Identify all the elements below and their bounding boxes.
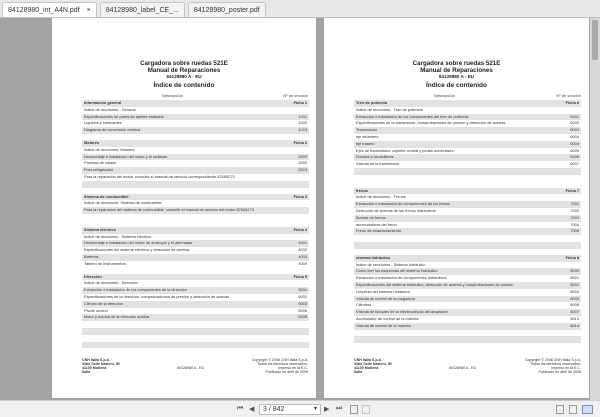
footer-address-line: Viale Delle Nazioni, 55 [82,362,120,366]
table-row[interactable] [354,154,581,161]
row-description: eje trasero [356,140,375,146]
table-row[interactable] [82,280,309,287]
table-row [354,235,581,242]
table-row[interactable] [354,201,581,208]
tab-label: 84128980_int_A4N.pdf [8,6,80,14]
footer-address [354,358,392,374]
table-row[interactable] [82,234,309,241]
doc-subtitle: Manual de Reparaciones [147,67,221,74]
tab-poster[interactable] [188,2,266,17]
tab-int-a4n[interactable] [2,2,97,17]
row-section-number: 5008 [298,314,307,320]
vertical-scrollbar[interactable] [590,18,600,400]
table-row [354,168,581,175]
column-header-section-number: Nº de sección [283,93,308,98]
footer-address-line: Italia [354,370,363,374]
table-row[interactable] [82,301,309,308]
row-section-number: 2000 [298,153,307,159]
footer-address-line: Viale Delle Nazioni, 55 [354,362,392,366]
footer-copyright [525,358,581,374]
row-description: Detección de averías de los frenos hidráulicos [356,207,436,213]
row-description: Ruedas y neumáticos [356,154,394,160]
copy-disabled-icon[interactable] [362,405,370,414]
row-description: Acumulador de control de la marcha [356,315,419,321]
section-ficha: Ficha 4 [293,226,307,232]
table-row[interactable] [354,296,581,303]
section-ficha: Ficha 1 [293,100,307,105]
row-description: Especificaciones del sistema hidráulico, detección de averías y comprobaciones de presión [356,281,514,287]
row-section-number: 8005 [570,295,579,301]
row-description: Freno de estacionamiento [356,228,401,234]
table-row[interactable] [82,200,309,207]
table-row[interactable] [354,114,581,121]
row-description: Extracción e instalación de los componentes de la dirección [84,287,187,293]
footer-address-line: 41100 Modena [354,366,379,370]
row-description: Pruebas de calado [84,160,117,166]
table-row[interactable] [354,141,581,148]
table-row[interactable] [354,289,581,296]
row-description: Pivote central [84,307,108,313]
row-description: Especificaciones de la dirección, comprobaciones de presión y detección de averías [84,293,230,299]
footer-code: 84128980 A - EU [449,366,477,370]
doc-code: 84128980 A - EU [438,74,475,79]
section-ficha: Ficha 6 [565,100,579,105]
section-title: Sistema eléctrico [84,226,117,232]
table-row [82,321,309,328]
section-header-row [82,227,309,234]
row-section-number: 7003 [570,214,579,220]
table-row[interactable] [354,120,581,127]
row-section-number: 8002 [570,281,579,287]
section-header-row [82,140,309,147]
table-row[interactable] [354,302,581,309]
row-description: Válvula de control de la cargadora [356,295,416,301]
row-description: Cilindros [356,302,372,308]
footer-address-line: Italia [82,370,91,374]
footer-copyright-line: Impreso en la E.C. [551,366,581,370]
section-header-row [82,194,309,201]
table-row[interactable] [354,107,581,114]
section-header-row [82,100,309,107]
row-section-number: 7001 [570,201,579,207]
table-row[interactable] [82,127,309,134]
section-header-row [354,255,581,262]
doc-title: Cargadora sobre ruedas 521E [412,60,501,67]
table-row[interactable] [82,207,309,214]
row-description: Limpieza del sistema hidráulico [356,288,411,294]
table-row[interactable] [82,154,309,161]
table-row[interactable] [354,228,581,235]
section-title: Información general [84,100,122,105]
page-number-input[interactable] [259,404,321,415]
table-row[interactable] [82,174,309,181]
table-row[interactable] [82,308,309,315]
table-row[interactable] [354,161,581,168]
row-description: Válvula de la transmisión [356,161,400,167]
footer-copyright [252,358,308,374]
footer-address-line: CNH Italia S.p.A. [354,358,383,362]
table-row[interactable] [82,147,309,154]
section-ficha: Ficha 7 [565,187,579,193]
row-section-number: 7002 [570,207,579,213]
row-description: Índice de secciones - Frenos [356,194,406,200]
row-section-number: 2002 [298,160,307,166]
row-description: Desmontaje e instalación del motor y el radiador [84,153,168,159]
table-row[interactable] [82,120,309,127]
table-row[interactable] [82,240,309,247]
row-section-number: 8007 [570,309,579,315]
table-row[interactable] [82,114,309,121]
row-description: Tablero de instrumentos [84,260,126,266]
row-description: Ejes de transmisión, cojinete central y juntas universales [356,147,454,153]
table-row[interactable] [82,167,309,174]
table-row [354,175,581,182]
table-row[interactable] [82,294,309,301]
row-description: Extracción e instalación de componentes de los frenos [356,201,451,207]
table-row[interactable] [354,316,581,323]
row-description: Desmontaje e instalación del motor de arranque y el alternador [84,240,193,246]
row-section-number: 8003 [570,288,579,294]
row-description: Índice de secciones: Sistema de combustible [84,200,162,206]
scrollbar-thumb[interactable] [592,20,598,60]
last-page-icon[interactable]: ⏭ [336,405,343,412]
section-ficha: Ficha 3 [293,193,307,199]
row-section-number: 8006 [570,302,579,308]
tab-bar [0,0,600,18]
table-row[interactable] [354,222,581,229]
pdf-page-right [324,18,589,398]
table-row[interactable] [354,134,581,141]
copy-icon[interactable] [350,405,358,414]
row-description: Válvula de bloqueo de la electroválvula del acoplador [356,309,448,315]
table-row [82,328,309,335]
row-section-number: 4009 [298,260,307,266]
row-description: Especificaciones de pares de apriete estándar [84,113,164,119]
section-title: Tren de potencia [356,100,387,105]
row-description: Extracción e instalación de componentes hidráulicos [356,275,447,281]
row-description: Índice de secciones - Dirección [84,280,138,286]
row-section-number: 4001 [298,240,307,246]
row-section-number: 8014 [570,322,579,328]
table-row[interactable] [354,268,581,275]
row-description: Post-refrigerador [84,167,114,173]
row-description: Transmisión [356,127,378,133]
row-description: Índice de secciones - General [84,106,136,112]
row-description: Índice de secciones - Tren de potencia [356,106,423,112]
table-row[interactable] [354,275,581,282]
continuous-view-icon[interactable] [569,405,577,414]
row-section-number: 5002 [298,293,307,299]
table-row[interactable] [354,127,581,134]
contents-table [354,100,581,343]
column-header-section-number: Nº de sección [556,93,581,98]
tab-label-ce[interactable] [100,2,185,17]
footer-copyright-line: Todos los derechos reservados. [257,362,308,366]
row-section-number: 6004 [570,140,579,146]
section-title: Sistema de combustible [84,193,129,199]
row-description: Índice de secciones: Motores [84,146,135,152]
row-description: Bomba de frenos [356,214,386,220]
section-header-row [82,274,309,281]
table-row[interactable] [82,314,309,321]
section-title: Dirección [84,273,102,279]
bottom-toolbar [0,400,600,417]
row-description: eje delantero [356,133,379,139]
table-row [82,342,309,349]
column-header-description: Descripción [434,93,455,98]
row-section-number: 6005 [570,147,579,153]
table-row[interactable] [354,309,581,316]
row-description: Líquidos y lubricantes [84,120,122,126]
doc-subtitle: Manual de Reparaciones [420,67,493,74]
chevron-down-icon[interactable]: ▾ [313,406,317,412]
index-title: Índice de contenido [425,82,488,89]
column-header-description: Descripción [162,93,183,98]
row-description: Para la reparación del sistema de combustible, consulte el manual de servicio del motor 87659273 [84,207,254,213]
row-section-number: 6007 [570,161,579,167]
table-row [82,348,309,355]
row-section-number: 2003 [298,167,307,173]
row-section-number: 6002 [570,120,579,126]
doc-code: 84128980 A - EU [166,74,202,79]
row-description: Diagrama de conversión métrica [84,127,141,133]
section-header-row [354,100,581,107]
table-row[interactable] [354,323,581,330]
table-row[interactable] [354,148,581,155]
table-row [354,242,581,249]
footer-copyright-line: Publicado en abril de 2008 [265,370,308,374]
row-description: Especificaciones de la transmisión, comprobaciones de presión y detección de averías [356,120,506,126]
row-description: Índice de secciones - Sistema eléctrico [84,233,152,239]
footer-copyright-line: Impreso en la E.C. [278,366,308,370]
row-description: acumuladores del freno [356,221,397,227]
row-description: Motor y bomba de la dirección auxiliar [84,314,150,320]
table-row[interactable] [354,262,581,269]
row-section-number: 1002 [298,120,307,126]
row-description: Especificaciones del sistema eléctrico y detección de averías [84,247,190,253]
row-section-number: 6003 [570,127,579,133]
row-section-number: 5001 [298,287,307,293]
next-page-icon[interactable]: ▶ [324,406,330,413]
section-title: Motores [84,139,100,145]
table-row[interactable] [354,194,581,201]
footer-copyright-line: Publicado en abril de 2008 [538,370,581,374]
table-row [354,330,581,337]
row-description: Índice de secciones - Sistema hidráulico [356,261,426,267]
row-section-number: 8001 [570,275,579,281]
tab-label: 84128980_poster.pdf [193,6,260,14]
section-header-row [354,188,581,195]
two-page-view-icon[interactable] [582,405,593,414]
table-row [354,336,581,343]
page-number-value: 3 / 842 [263,406,285,413]
table-row[interactable] [354,215,581,222]
table-row[interactable] [354,282,581,289]
pdf-page-left [52,18,316,398]
section-title: frenos [356,187,368,193]
index-title: Índice de contenido [153,82,215,89]
table-row[interactable] [82,254,309,261]
row-section-number: 1001 [298,113,307,119]
footer-address-line: CNH Italia S.p.A. [82,358,111,362]
row-description: Extracción e instalación de los componentes del tren de potencia [356,113,469,119]
row-section-number: 5003 [298,300,307,306]
doc-title: Cargadora sobre ruedas 521E [140,60,228,67]
table-row[interactable] [82,287,309,294]
footer-address [82,358,120,374]
footer-address-line: 41100 Modena [82,366,107,370]
table-row[interactable] [82,261,309,268]
first-page-icon[interactable]: ⏮ [237,405,244,412]
row-section-number: 6004 [570,133,579,139]
section-ficha: Ficha 2 [293,139,307,145]
row-description: Cilindro de la dirección [84,300,124,306]
row-section-number: 8000 [570,268,579,274]
footer-copyright-line: Copyright © 2008 CNH Italia S.p.A. [524,358,581,362]
table-row [82,214,309,221]
row-section-number: 8013 [570,315,579,321]
row-section-number: 7004 [570,221,579,227]
contents-table [82,100,309,355]
row-section-number: 6001 [570,113,579,119]
tab-label: 84128980_label_CE_... [105,6,179,14]
single-page-view-icon[interactable] [556,405,564,414]
table-row[interactable] [82,247,309,254]
footer-copyright-line: Copyright © 2008 CNH Italia S.p.A. [251,358,308,362]
row-description: Para la reparación del motor, consulte el manual de servicio correspondiente 87659273 [84,173,235,179]
row-section-number: 1003 [298,127,307,133]
row-description: Válvula de control de la marcha [356,322,411,328]
row-description: Baterías [84,253,99,259]
row-section-number: 4003 [298,253,307,259]
row-section-number: 5006 [298,307,307,313]
table-row [82,335,309,342]
table-row[interactable] [354,208,581,215]
table-row[interactable] [82,107,309,114]
footer-copyright-line: Todos los derechos reservados. [530,362,581,366]
row-section-number: 4002 [298,247,307,253]
row-section-number: 7006 [570,228,579,234]
table-row [82,181,309,188]
prev-page-icon[interactable]: ◀ [249,406,255,413]
row-section-number: 6006 [570,154,579,160]
table-row[interactable] [82,160,309,167]
section-ficha: Ficha 5 [293,273,307,279]
close-icon[interactable]: × [86,6,91,14]
section-title: sistema hidráulico [356,254,391,260]
section-ficha: Ficha 8 [565,254,579,260]
footer-code: 84128980 A - EU [177,366,205,370]
row-description: Cómo leer los esquemas del sistema hidráulico [356,268,438,274]
